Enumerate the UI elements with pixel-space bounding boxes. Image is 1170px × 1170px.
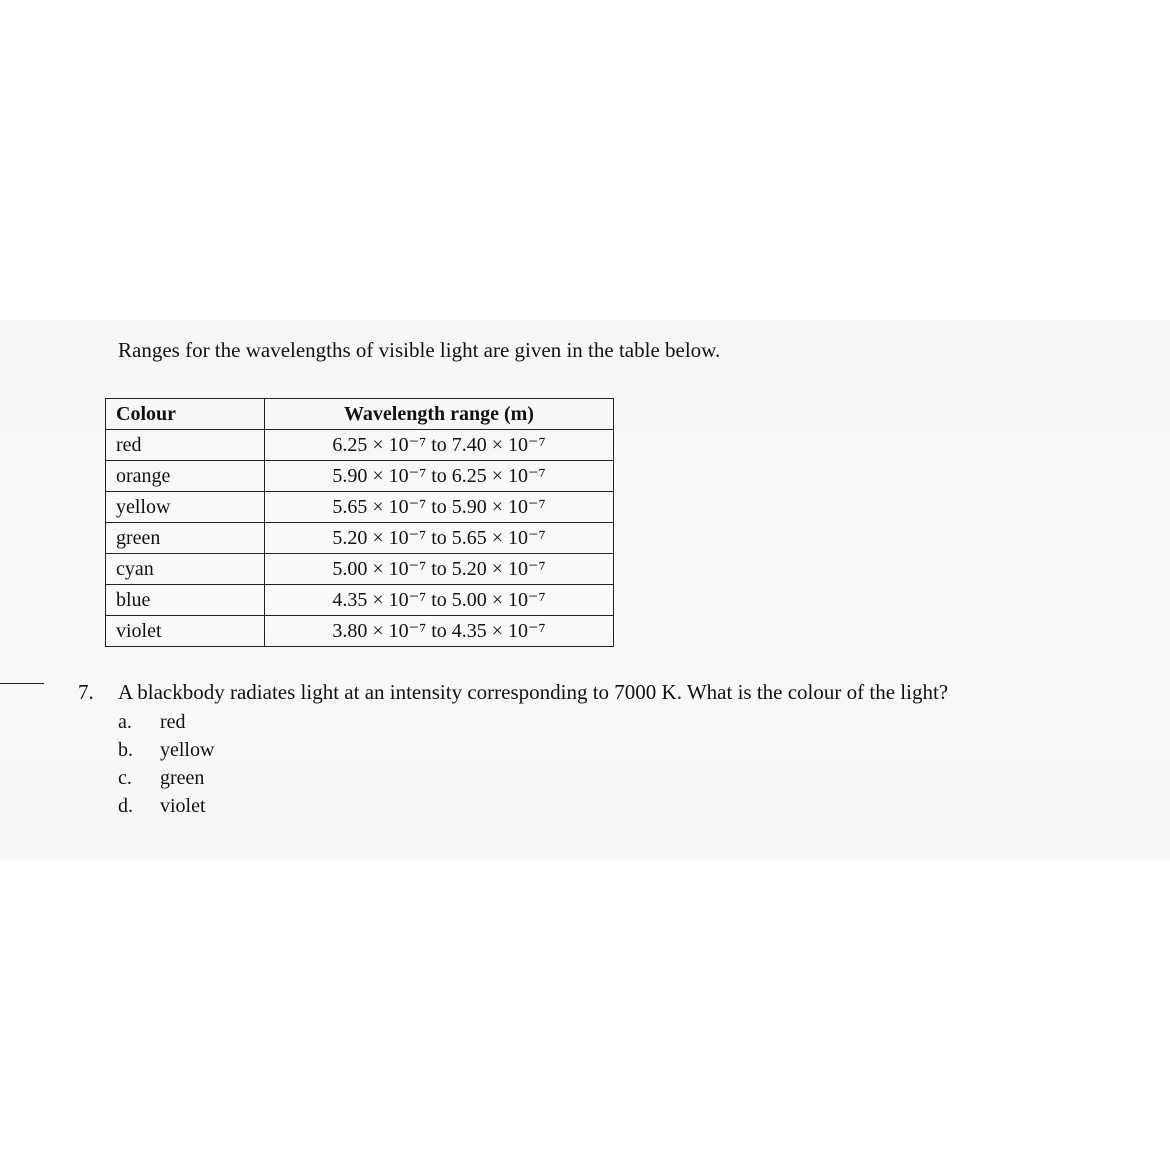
- row-colour: violet: [106, 616, 265, 647]
- option-text: yellow: [160, 739, 215, 761]
- option-b[interactable]: [118, 736, 214, 764]
- option-letter: c.: [118, 767, 132, 789]
- option-text: green: [160, 767, 205, 789]
- table-row: [106, 523, 614, 554]
- table-row: [106, 492, 614, 523]
- option-a[interactable]: [118, 708, 214, 736]
- table-row: [106, 616, 614, 647]
- option-text: violet: [160, 795, 206, 817]
- wavelength-table: [105, 398, 614, 647]
- option-letter: d.: [118, 795, 133, 817]
- row-range: 5.20 × 10⁻⁷ to 5.65 × 10⁻⁷: [265, 523, 614, 554]
- row-range: 3.80 × 10⁻⁷ to 4.35 × 10⁻⁷: [265, 616, 614, 647]
- row-range: 4.35 × 10⁻⁷ to 5.00 × 10⁻⁷: [265, 585, 614, 616]
- option-c[interactable]: [118, 764, 214, 792]
- header-colour: Colour: [106, 399, 265, 430]
- row-colour: yellow: [106, 492, 265, 523]
- row-colour: blue: [106, 585, 265, 616]
- row-range: 6.25 × 10⁻⁷ to 7.40 × 10⁻⁷: [265, 430, 614, 461]
- answer-options: [118, 708, 214, 820]
- row-colour: cyan: [106, 554, 265, 585]
- table-row: [106, 461, 614, 492]
- option-letter: b.: [118, 739, 133, 761]
- question-7: [78, 680, 948, 705]
- option-text: red: [160, 711, 186, 733]
- header-wavelength-range: Wavelength range (m): [265, 399, 614, 430]
- option-d[interactable]: [118, 792, 214, 820]
- question-text: A blackbody radiates light at an intensity corresponding to 7000 K. What is the colour of the light?: [118, 680, 949, 704]
- row-colour: green: [106, 523, 265, 554]
- answer-blank-line: [0, 683, 44, 684]
- option-letter: a.: [118, 711, 132, 733]
- question-number: 7.: [78, 680, 94, 704]
- row-colour: red: [106, 430, 265, 461]
- table-row: [106, 430, 614, 461]
- row-range: 5.00 × 10⁻⁷ to 5.20 × 10⁻⁷: [265, 554, 614, 585]
- row-range: 5.90 × 10⁻⁷ to 6.25 × 10⁻⁷: [265, 461, 614, 492]
- intro-text: Ranges for the wavelengths of visible light are given in the table below.: [118, 338, 721, 362]
- table-header-row: [106, 399, 614, 430]
- table-row: [106, 554, 614, 585]
- row-range: 5.65 × 10⁻⁷ to 5.90 × 10⁻⁷: [265, 492, 614, 523]
- table-row: [106, 585, 614, 616]
- row-colour: orange: [106, 461, 265, 492]
